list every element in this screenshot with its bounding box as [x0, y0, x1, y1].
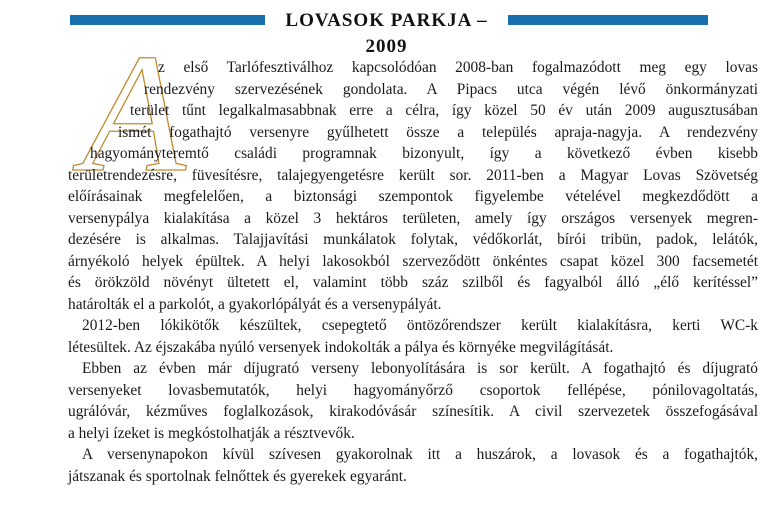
text-line: és örökzöld növényt ültetett el, valamint több száz szilből és fagyalból álló „élő kerítéssel”: [68, 274, 758, 291]
text-line: létesültek. Az éjszakába nyúló versenyek indokolták a pálya és környéke megvilágítását.: [68, 338, 614, 356]
text-line: a helyi ízeket is megkóstolhatják a résztvevők.: [68, 424, 355, 442]
text-line: dezésére is alkalmas. Talajjavítási munkálatok folytak, védőkorlát, bírói tribün, padok, lelátók,: [68, 231, 758, 248]
dropcap-glyph: A: [82, 19, 186, 207]
text-line: területrendezésre, füvesítésre, talajegyengetésre került sor. 2011-ben a Magyar Lovas Szövetség: [68, 166, 758, 184]
text-line: z első Tarlófesztiválhoz kapcsolódóan 2008-ban fogalmazódott meg egy lovas: [158, 59, 758, 76]
article-body: [68, 57, 758, 487]
text-line: Ebben az évben már díjugrató verseny lebonyolítására is sor került. A fogathajtó és díjugrató: [82, 360, 758, 377]
text-line: hagyományteremtő családi programnak bizonyult, így a következő évben kisebb: [90, 145, 758, 162]
text-line: játszanak és sportolnak felnőttek és gyerekek egyaránt.: [68, 467, 407, 485]
text-line: versenyeket lovasbemutatók, helyi hagyományőrző csoportok fellépése, pónilovagoltatás,: [68, 381, 758, 399]
text-line: árnyékoló helyek épültek. A helyi lakosokból szerveződött önkéntes csapat közel 300 facsemetét: [68, 252, 758, 270]
header-bar-right: [508, 15, 708, 25]
text-line: versenypálya kialakítása a közel 3 hektáros területen, amely így országos versenyek megren-: [68, 209, 758, 227]
text-line: előírásainak megfelelően, a biztonsági szempontok figyelembe vételével megkezdődött a: [68, 188, 758, 205]
text-line: határolták el a parkolót, a gyakorlópályát és a versenypályát.: [68, 295, 442, 313]
page-title: LOVASOK PARKJA – 2009: [285, 10, 488, 57]
text-line: terület tűnt legalkalmasabbnak erre a célra, így közel 50 év után 2009 augusztusában: [130, 102, 758, 119]
text-line: ismét fogathajtó versenyre gyűlhetett össze a település apraja-nagyja. A rendezvény: [118, 123, 758, 141]
text-line: A versenynapokon kívül szívesen gyakorolnak itt a huszárok, a lovasok és a fogathajtók,: [82, 446, 758, 463]
text-line: rendezvény szervezésének gondolata. A Pipacs utca végén lévő önkormányzati: [144, 80, 758, 98]
text-line: ugrálóvár, kézműves foglalkozások, kirakodóvásár színesítik. A civil szervezetek összefogásával: [68, 403, 758, 420]
text-line: 2012-ben lókikötők készültek, csepegtető öntözőrendszer került kialakításra, kerti WC-k: [82, 317, 758, 334]
